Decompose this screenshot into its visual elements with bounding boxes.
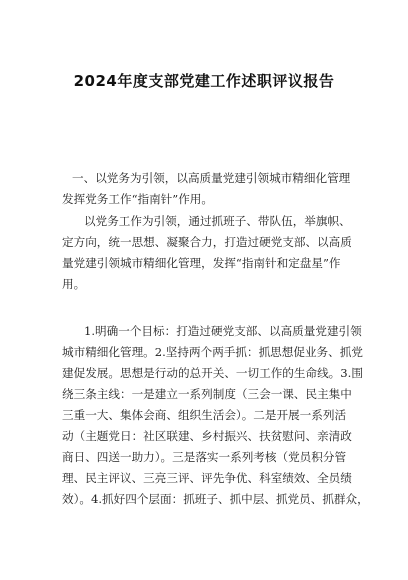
section-heading-line: 一、以党务为引领，以高质量党建引领城市精细化管理 — [72, 171, 351, 185]
paragraph-line: 城市精细化管理。2.坚持两个两手抓：抓思想促业务、抓党 — [62, 345, 363, 359]
document-title: 2024年度支部党建工作述职评议报告 — [73, 72, 335, 90]
section-list-paragraph — [62, 321, 369, 510]
paragraph-line: 建促发展。思想是行动的总开关、一切工作的生命线。3.围 — [62, 366, 363, 380]
paragraph-line: 定方向，统一思想、凝聚合力，打造过硬党支部、以高质 — [62, 235, 352, 249]
paragraph-line: 理、民主评议、三亮三评、评先争优、科室绩效、全员绩 — [62, 471, 352, 485]
paragraph-line: 量党建引领城市精细化管理，发挥“指南针和定盘星”作 — [62, 256, 341, 270]
section-heading — [62, 168, 362, 210]
paragraph-line: 动（主题党日：社区联建、乡村振兴、扶贫慰问、亲清政 — [62, 429, 352, 443]
section-body-paragraph — [62, 211, 352, 295]
paragraph-line: 用。 — [62, 277, 86, 291]
paragraph-line: 绕三条主线：一是建立一系列制度（三会一课、民主集中 — [62, 387, 352, 401]
paragraph-line: 1.明确一个目标：打造过硬党支部、以高质量党建引领 — [84, 324, 362, 338]
paragraph-line: 以党务工作为引领，通过抓班子、带队伍，举旗帜、 — [84, 214, 351, 228]
section-heading-line: 发挥党务工作“指南针”作用。 — [62, 192, 213, 206]
paragraph-line: 三重一大、集体会商、组织生活会）。二是开展一系列活 — [62, 408, 347, 422]
paragraph-line: 商日、四送一助力）。三是落实一系列考核（党员积分管 — [62, 450, 347, 464]
paragraph-line: 效）。4.抓好四个层面：抓班子、抓中层、抓党员、抓群众， — [62, 492, 369, 506]
